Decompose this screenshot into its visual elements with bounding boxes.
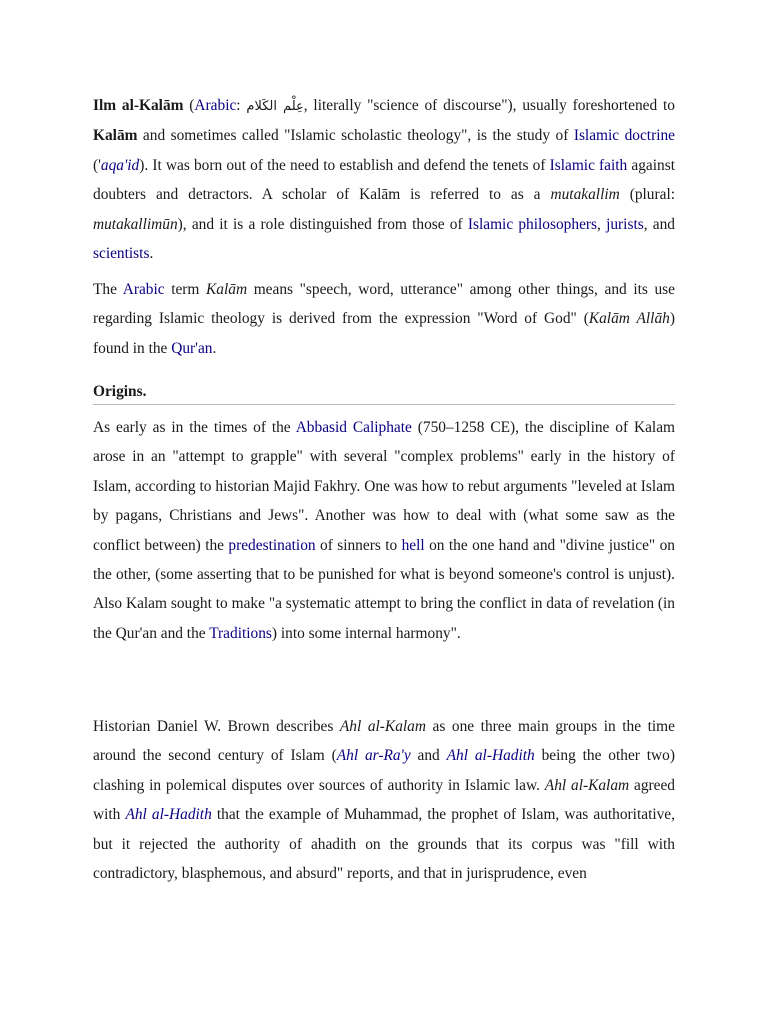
link-arabic[interactable]: Arabic [194,97,237,114]
text: , literally "science of discourse"), usually foreshortened to [303,97,675,114]
link-scientists[interactable]: scientists [93,245,150,263]
link-islamic-faith[interactable]: Islamic faith [549,156,628,174]
text: . [149,245,154,263]
term-mutakallim: mutakallim [550,186,620,204]
text: and sometimes called "Islamic scholastic theology", is the study of [137,127,574,145]
text: on the one hand and "divine justice" on the other, (some asserting that to be punished for what is beyond someone's control is unjust). Also Kalam sought to make "a systematic attempt to bring the conflict in data of revelation (in the Qur'an and the [93,536,675,642]
link-predestination[interactable]: predestination [228,536,316,554]
text: agreed with [93,776,675,824]
intro-paragraph [93,91,675,268]
text: : [236,97,247,114]
link-arabic[interactable]: Arabic [122,281,165,298]
text: of sinners to [315,536,402,554]
text: term [164,281,207,298]
term-mutakallimun: mutakallimūn [93,215,178,233]
link-islamic-doctrine[interactable]: Islamic doctrine [573,127,675,145]
text: , [597,215,607,233]
term-ahl-al-kalam: Ahl al-Kalam [339,718,426,735]
text: that the example of Muhammad, the prophet of Islam, was authoritative, but it rejected the authority of ahadith on the grounds that its corpus was "fill with contradictory, blasphemous, and absurd" reports, and that in jurisprudence, even [93,806,675,883]
text: Historian Daniel W. Brown describes [93,718,340,735]
arabic-script: عِلْم الكَلام [246,99,304,114]
text: ) into some internal harmony". [271,624,461,642]
term-kalam-italic: Kalām [206,281,248,298]
link-quran[interactable]: Qur'an [171,339,213,357]
text: (plural: [619,186,676,204]
text: and [410,747,447,765]
link-traditions[interactable]: Traditions [209,624,272,642]
link-aqaid[interactable]: aqa'id [100,156,140,174]
text: ( [183,97,195,114]
text: The [93,281,123,298]
text: ). It was born out of the need to establish and defend the tenets of [139,156,550,174]
term-ahl-al-kalam: Ahl al-Kalam [544,776,630,794]
term-ilm-al-kalam: Ilm al-Kalām [93,97,184,114]
link-jurists[interactable]: jurists [606,215,644,233]
text: being the other two) clashing in polemical disputes over sources of authority in Islamic law. [93,747,675,794]
text: against doubters and detractors. A scholar of Kalām is referred to as a [93,156,675,204]
link-ahl-al-hadith[interactable]: Ahl al-Hadith [125,806,212,824]
text: ), and it is a role distinguished from those of [177,215,468,233]
brown-paragraph [93,712,675,888]
text: (' [93,156,101,174]
origins-paragraph [93,413,675,648]
text: ) found in the [93,310,675,357]
section-heading-origins: Origins. [93,381,675,405]
term-kalam: Kalām [93,127,138,145]
link-hell[interactable]: hell [401,536,425,554]
term-kalam-allah: Kalām Allāh [588,310,670,328]
term-paragraph [93,275,675,363]
link-abbasid-caliphate[interactable]: Abbasid Caliphate [295,419,412,436]
text: as one three main groups in the time around the second century of Islam ( [93,718,675,765]
text: As early as in the times of the [93,419,296,436]
text: . [212,339,217,357]
link-islamic-philosophers[interactable]: Islamic philosophers [467,215,598,233]
link-ahl-ar-ray[interactable]: Ahl ar-Ra'y [336,747,411,765]
text: (750–1258 CE), the discipline of Kalam arose in an "attempt to grapple" with several "complex problems" early in the history of Islam, according to historian Majid Fakhry. One was how to rebut arguments "leveled at Islam by pagans, Christians and Jews". Another was how to deal with (what some saw as the conflict between) the [93,419,676,554]
link-ahl-al-hadith[interactable]: Ahl al-Hadith [446,747,535,765]
text: , and [643,215,675,233]
text: means "speech, word, utterance" among other things, and its use regarding Islamic theology is derived from the expression "Word of God" ( [93,281,675,328]
